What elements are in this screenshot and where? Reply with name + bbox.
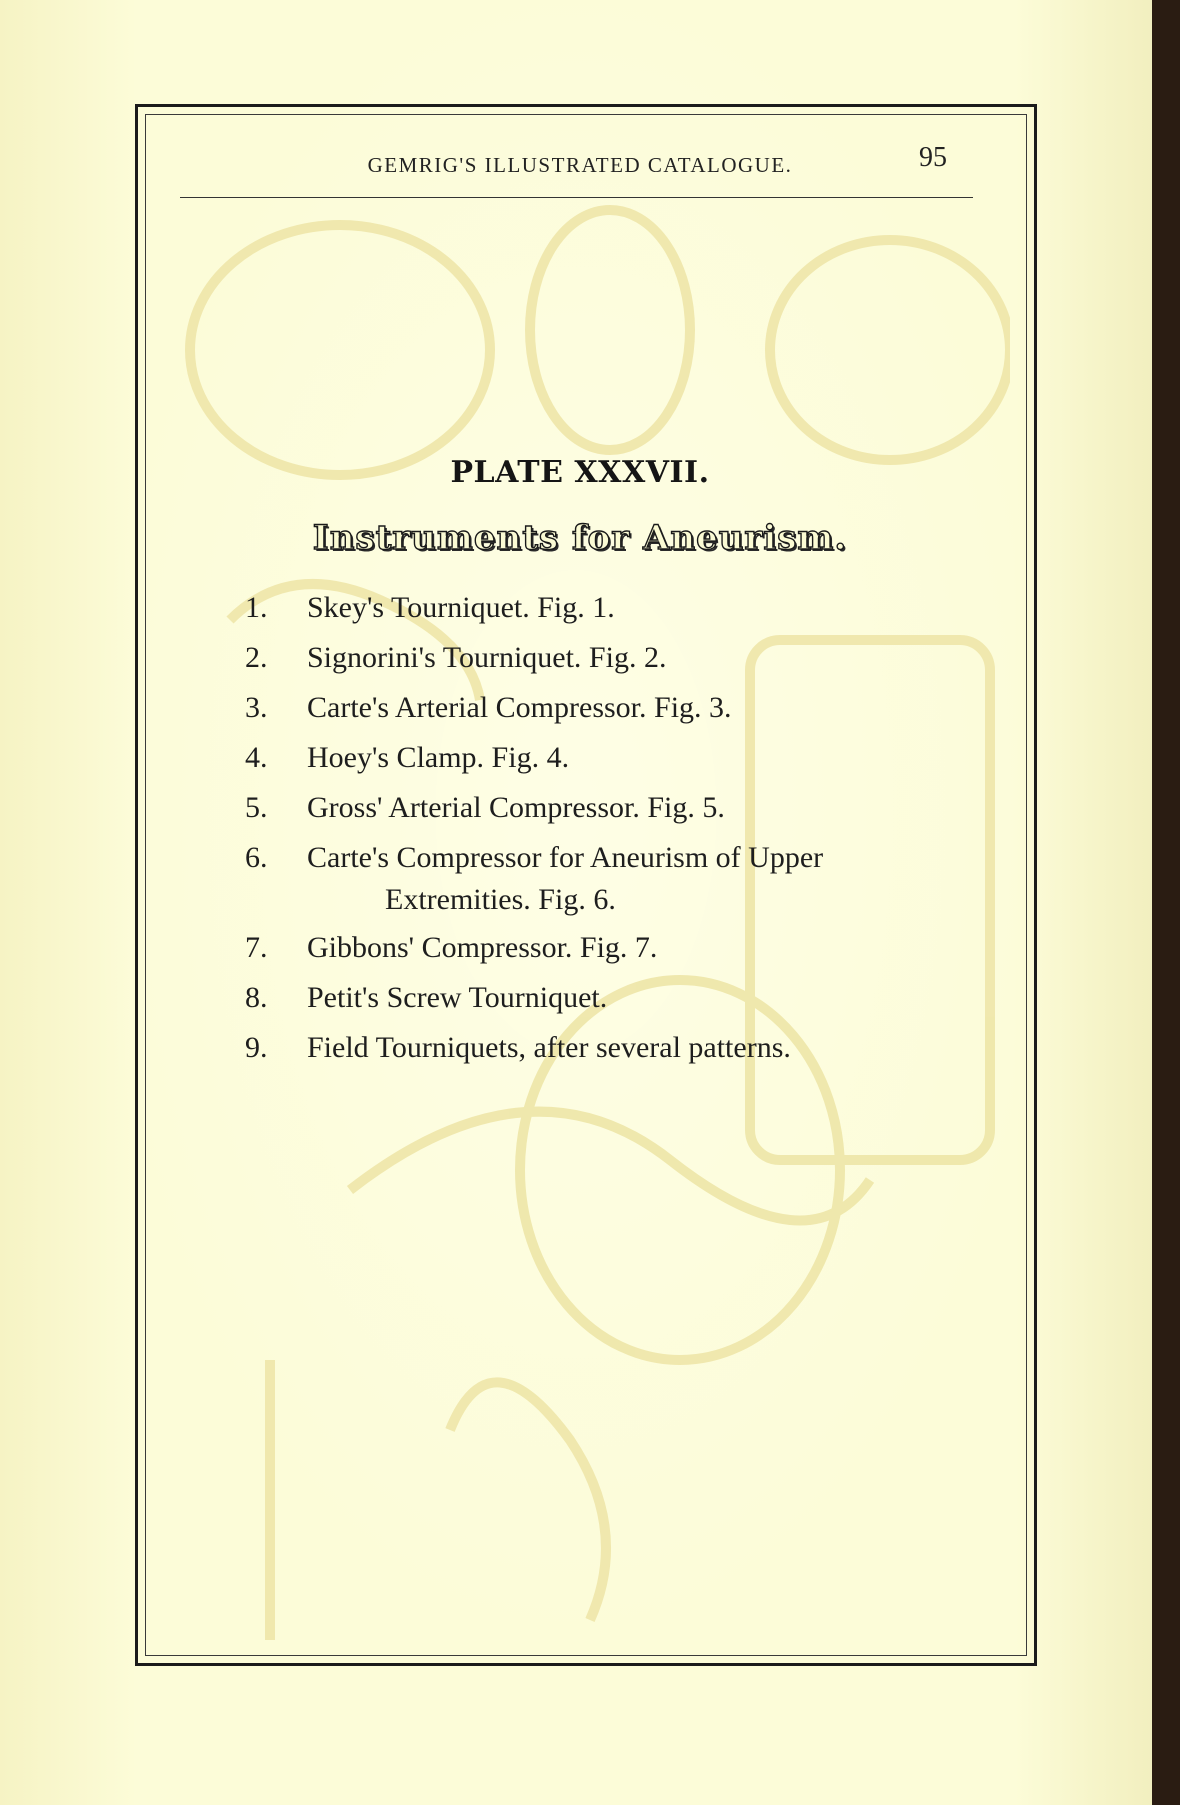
item-text: Petit's Screw Tourniquet.: [307, 981, 608, 1014]
item-text: Skey's Tourniquet. Fig. 1.: [307, 591, 615, 624]
item-text-continuation: Extremities. Fig. 6.: [385, 883, 616, 916]
item-text: Carte's Arterial Compressor. Fig. 3.: [307, 691, 732, 724]
list-item: [245, 583, 985, 633]
item-number: 8.: [245, 981, 268, 1014]
list-item: [245, 683, 985, 733]
item-text: Gibbons' Compressor. Fig. 7.: [307, 931, 658, 964]
header-rule: [180, 197, 973, 198]
plate-subtitle: Instruments for Aneurism.: [312, 518, 848, 558]
list-item: [245, 833, 985, 923]
item-text: Gross' Arterial Compressor. Fig. 5.: [307, 791, 725, 824]
list-item: [245, 973, 985, 1023]
list-item: [245, 923, 985, 973]
item-number: 3.: [245, 691, 268, 724]
item-text: Hoey's Clamp. Fig. 4.: [307, 741, 570, 774]
item-number: 5.: [245, 791, 268, 824]
item-text: Carte's Compressor for Aneurism of Upper: [307, 841, 824, 874]
list-item: [245, 1023, 985, 1073]
item-text: Signorini's Tourniquet. Fig. 2.: [307, 641, 667, 674]
item-number: 1.: [245, 591, 268, 624]
item-number: 7.: [245, 931, 268, 964]
item-number: 9.: [245, 1031, 268, 1064]
plate-title: PLATE XXXVII.: [450, 455, 710, 490]
page-number: 95: [919, 142, 947, 173]
item-number: 4.: [245, 741, 268, 774]
list-item: [245, 733, 985, 783]
instrument-list: [245, 583, 985, 1073]
list-item: [245, 633, 985, 683]
item-number: 6.: [245, 841, 268, 874]
running-header: GEMRIG'S ILLUSTRATED CATALOGUE.: [367, 153, 793, 177]
item-text: Field Tourniquets, after several patterns.: [307, 1031, 791, 1064]
list-item: [245, 783, 985, 833]
item-number: 2.: [245, 641, 268, 674]
